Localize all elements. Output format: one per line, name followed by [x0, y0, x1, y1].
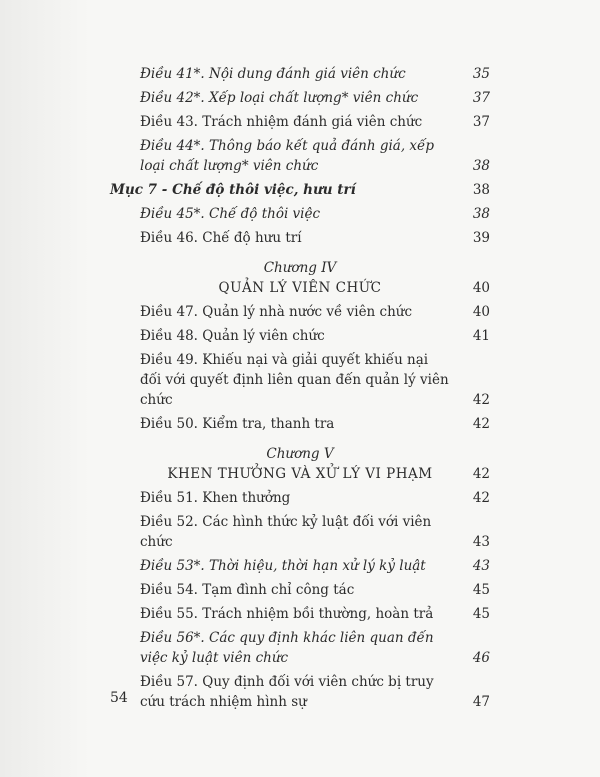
toc-entry-text: Điều 48. Quản lý viên chức	[140, 328, 325, 344]
chapter-title: QUẢN LÝ VIÊN CHỨC	[218, 280, 382, 296]
chapter-title-entry	[110, 464, 490, 484]
toc-entry-text: Điều 54. Tạm đình chỉ công tác	[140, 582, 355, 598]
toc-entry	[110, 580, 490, 600]
toc-entry-page: 42	[472, 466, 490, 482]
toc-entry	[110, 604, 490, 624]
toc-entry	[110, 350, 490, 410]
toc-entry-text: Điều 42*. Xếp loại chất lượng* viên chức	[140, 90, 419, 106]
toc-entry-page: 43	[472, 534, 490, 550]
toc-entry-page: 41	[472, 328, 490, 344]
toc-entry-page: 42	[472, 416, 490, 432]
toc-entry	[110, 302, 490, 322]
toc-entry-text: Điều 56*. Các quy định khác liên quan đến việc kỷ luật viên chức	[140, 630, 434, 666]
toc-entry-text: Điều 55. Trách nhiệm bồi thường, hoàn trả	[140, 606, 434, 622]
chapter-label: Chương IV	[263, 260, 337, 276]
table-of-contents	[110, 64, 490, 716]
toc-entry-page: 38	[472, 182, 490, 198]
toc-entry-page: 38	[472, 158, 490, 174]
toc-entry-page: 42	[472, 490, 490, 506]
toc-entry	[110, 228, 490, 248]
toc-section-label: Mục 7 - Chế độ thôi việc, hưu trí	[110, 182, 356, 198]
toc-entry-page: 42	[472, 392, 490, 408]
toc-entry-page: 38	[472, 206, 490, 222]
page-number: 54	[110, 690, 128, 706]
toc-entry	[110, 556, 490, 576]
toc-entry-page: 45	[472, 582, 490, 598]
toc-entry	[110, 326, 490, 346]
toc-entry-text: Điều 49. Khiếu nại và giải quyết khiếu nại đối với quyết định liên quan đến quản lý viên chức	[140, 352, 449, 408]
toc-entry-text: Điều 43. Trách nhiệm đánh giá viên chức	[140, 114, 423, 130]
toc-entry	[110, 64, 490, 84]
toc-entry	[110, 488, 490, 508]
toc-entry	[110, 672, 490, 712]
chapter-title: KHEN THƯỞNG VÀ XỬ LÝ VI PHẠM	[167, 466, 433, 482]
toc-entry	[110, 414, 490, 434]
toc-entry-page: 45	[472, 606, 490, 622]
toc-entry-page: 39	[472, 230, 490, 246]
toc-section	[110, 180, 490, 200]
toc-entry-page: 37	[472, 90, 490, 106]
toc-entry-page: 47	[472, 694, 490, 710]
toc-entry-page: 43	[472, 558, 490, 574]
chapter-label: Chương V	[266, 446, 334, 462]
toc-entry	[110, 136, 490, 176]
toc-entry	[110, 512, 490, 552]
toc-entry-text: Điều 45*. Chế độ thôi việc	[140, 206, 321, 222]
toc-entry-text: Điều 52. Các hình thức kỷ luật đối với viên chức	[140, 514, 432, 550]
toc-entry-text: Điều 50. Kiểm tra, thanh tra	[140, 416, 335, 432]
toc-entry-page: 37	[472, 114, 490, 130]
toc-entry-text: Điều 53*. Thời hiệu, thời hạn xử lý kỷ luật	[140, 558, 426, 574]
toc-entry-text: Điều 51. Khen thưởng	[140, 490, 291, 506]
toc-entry-text: Điều 41*. Nội dung đánh giá viên chức	[140, 66, 406, 82]
toc-entry-page: 40	[472, 304, 490, 320]
toc-entry	[110, 628, 490, 668]
toc-entry-text: Điều 44*. Thông báo kết quả đánh giá, xếp loại chất lượng* viên chức	[140, 138, 434, 174]
page-shadow	[0, 0, 90, 777]
toc-entry-text: Điều 46. Chế độ hưu trí	[140, 230, 302, 246]
toc-entry-page: 46	[472, 650, 490, 666]
toc-entry-text: Điều 47. Quản lý nhà nước về viên chức	[140, 304, 413, 320]
toc-section-text	[110, 180, 450, 200]
toc-entry	[110, 88, 490, 108]
toc-entry-page: 35	[472, 66, 490, 82]
toc-entry-text: Điều 57. Quy định đối với viên chức bị truy cứu trách nhiệm hình sự	[140, 674, 434, 710]
chapter-title-entry	[110, 278, 490, 298]
toc-entry-page: 40	[472, 280, 490, 296]
toc-entry	[110, 204, 490, 224]
toc-entry	[110, 112, 490, 132]
